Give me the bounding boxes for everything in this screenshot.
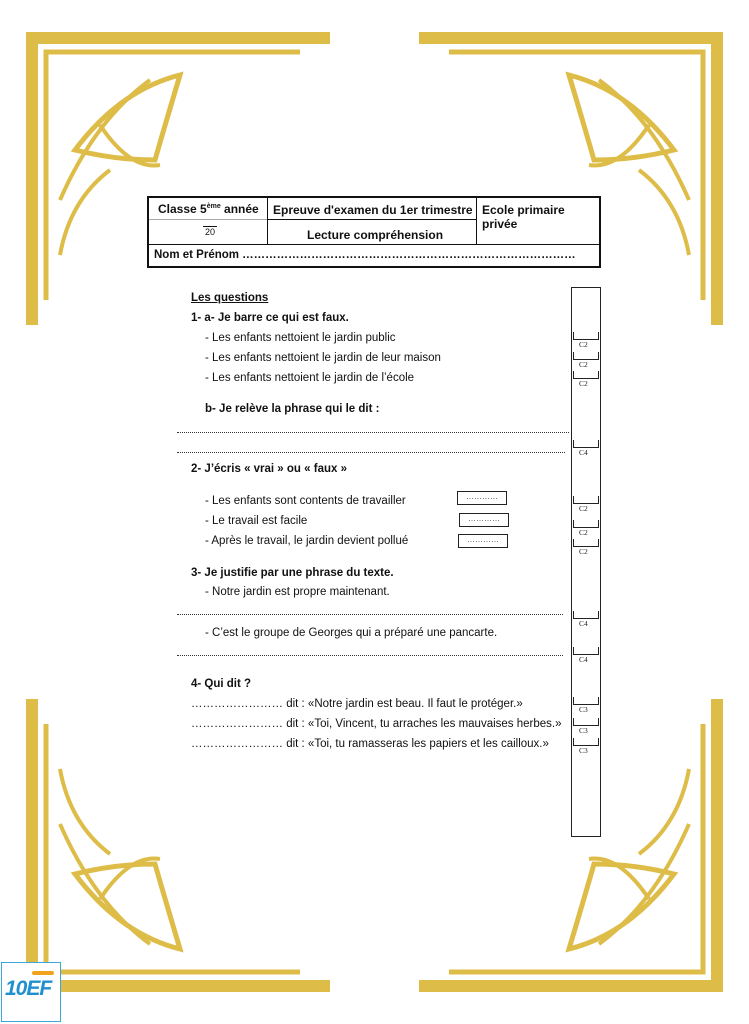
logo-accent	[32, 971, 54, 975]
q1-option[interactable]: - Les enfants nettoient le jardin de l’école	[205, 372, 415, 384]
q2-statement: - Le travail est facile	[205, 515, 308, 527]
corner-ornament-top-right	[419, 38, 717, 325]
q1b-title: b- Je relève la phrase qui le dit :	[205, 403, 380, 415]
section-title: Les questions	[191, 292, 269, 304]
q4-line[interactable]: …………………… dit : «Toi, Vincent, tu arraches les mauvaises herbes.»	[191, 718, 562, 730]
answer-line[interactable]	[177, 614, 563, 615]
q1-option[interactable]: - Les enfants nettoient le jardin de leur maison	[205, 352, 441, 364]
q4-title: 4- Qui dit ?	[191, 678, 252, 690]
q3-title: 3- Je justifie par une phrase du texte.	[191, 567, 394, 579]
corner-ornament-top-left	[32, 38, 330, 325]
q1-title: 1- a- Je barre ce qui est faux.	[191, 312, 349, 324]
q2-title: 2- J’écris « vrai » ou « faux »	[191, 463, 347, 475]
q3-item: - C’est le groupe de Georges qui a préparé une pancarte.	[205, 627, 498, 639]
subject-title: Lecture compréhension	[307, 228, 444, 242]
true-false-box[interactable]: …………	[457, 491, 507, 505]
true-false-box[interactable]: …………	[459, 513, 509, 527]
q2-statement: - Les enfants sont contents de travailler	[205, 495, 406, 507]
exam-header-table	[147, 196, 601, 268]
q4-line[interactable]: …………………… dit : «Toi, tu ramasseras les papiers et les cailloux.»	[191, 738, 549, 750]
answer-line[interactable]	[177, 452, 565, 453]
q1-option[interactable]: - Les enfants nettoient le jardin public	[205, 332, 396, 344]
score-denominator: 20	[205, 227, 216, 237]
q2-statement: - Après le travail, le jardin devient pollué	[205, 535, 409, 547]
school-name: Ecole primaire privée	[482, 203, 565, 231]
site-logo[interactable]	[1, 962, 61, 1022]
answer-line[interactable]	[177, 655, 563, 656]
true-false-box[interactable]: …………	[458, 534, 508, 548]
logo-text: 10EF	[5, 977, 52, 1000]
class-label: Classe 5ème année	[158, 202, 259, 216]
name-field[interactable]: Nom et Prénom ……………………………………………………………………………	[154, 249, 576, 261]
answer-line[interactable]	[177, 432, 569, 433]
q3-item: - Notre jardin est propre maintenant.	[205, 586, 390, 598]
exam-title: Epreuve d'examen du 1er trimestre	[273, 203, 473, 217]
q4-line[interactable]: …………………… dit : «Notre jardin est beau. Il faut le protéger.»	[191, 698, 523, 710]
